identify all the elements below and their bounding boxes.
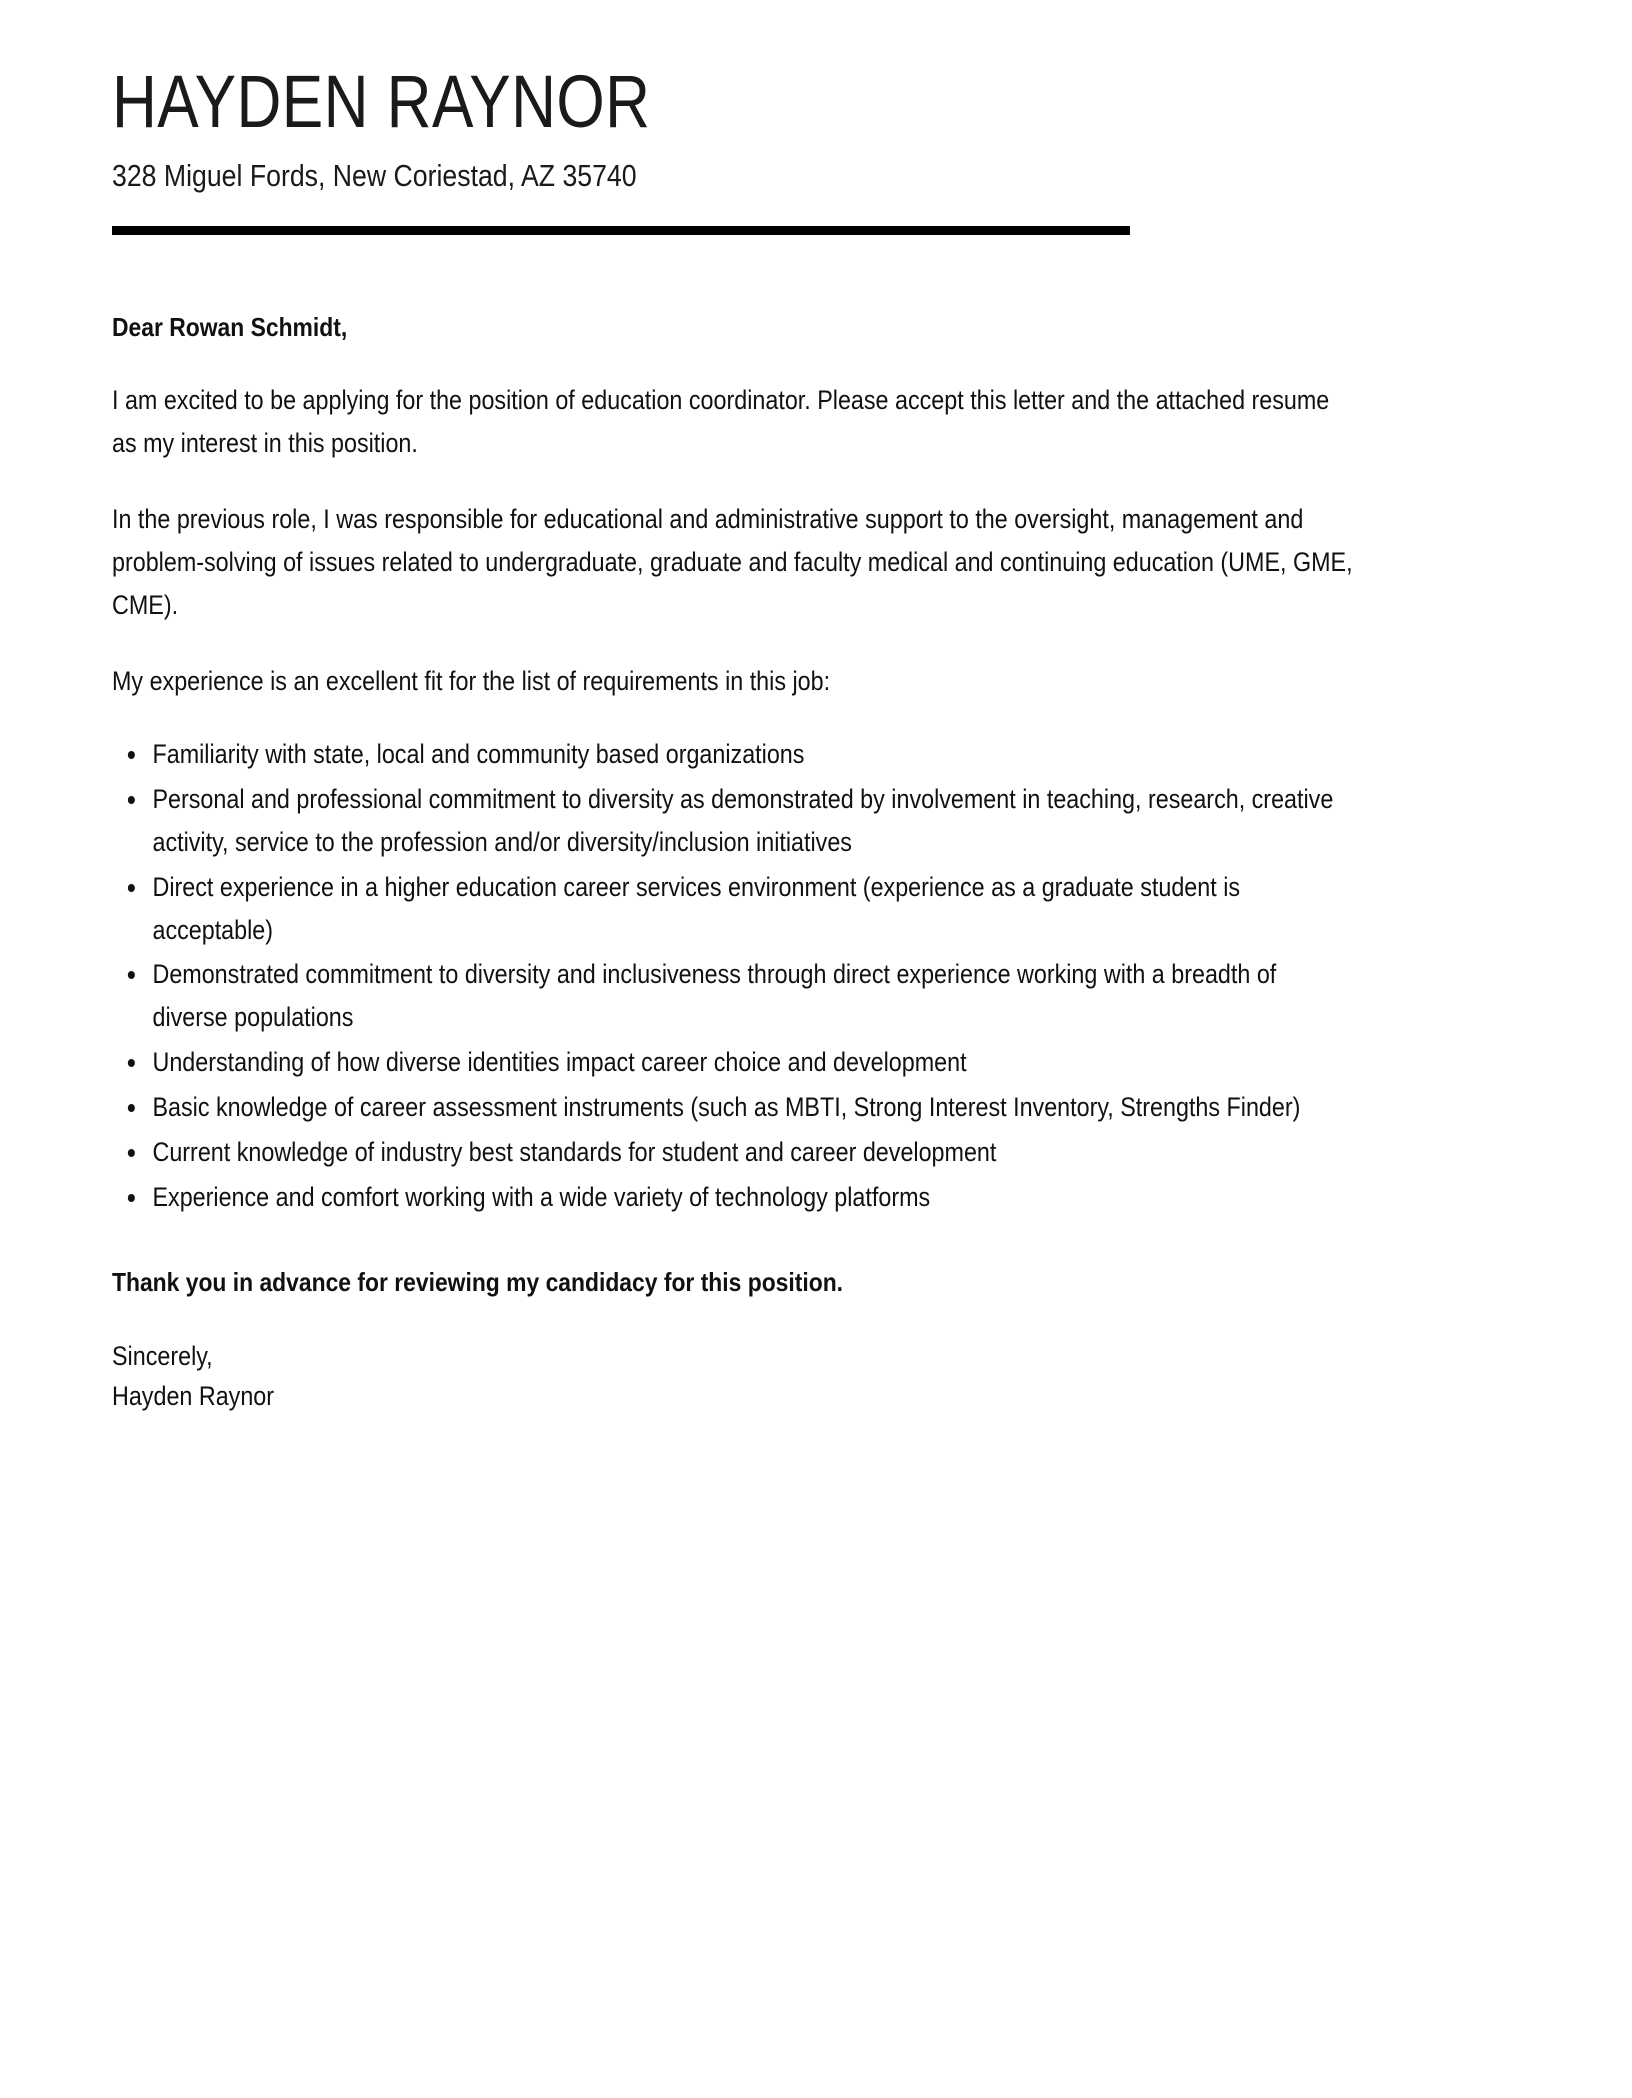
header-divider-rule	[112, 226, 1130, 235]
paragraph-previous-role: In the previous role, I was responsible for educational and administrative support to the oversight, management and problem-solving of issues related to undergraduate, graduate and faculty medical and continuing education (UME, GME, CME).	[112, 504, 1353, 621]
list-item: Familiarity with state, local and community based organizations	[112, 733, 1353, 776]
applicant-address: 328 Miguel Fords, New Coriestad, AZ 35740	[112, 158, 637, 194]
signature-name: Hayden Raynor	[112, 1381, 275, 1412]
requirements-intro: My experience is an excellent fit for the list of requirements in this job:	[112, 665, 831, 696]
list-item: Direct experience in a higher education career services environment (experience as a graduate student is acceptable)	[112, 866, 1353, 952]
list-item: Understanding of how diverse identities impact career choice and development	[112, 1041, 1353, 1084]
list-item: Current knowledge of industry best standards for student and career development	[112, 1131, 1353, 1174]
signature-block	[112, 1336, 1353, 1417]
list-item: Demonstrated commitment to diversity and inclusiveness through direct experience working with a breadth of diverse populations	[112, 953, 1353, 1039]
requirements-list	[112, 733, 1353, 1219]
list-item: Basic knowledge of career assessment instruments (such as MBTI, Strong Interest Inventory, Strengths Finder)	[112, 1086, 1353, 1129]
applicant-name: HAYDEN RAYNOR	[112, 60, 651, 143]
thank-you-line: Thank you in advance for reviewing my candidacy for this position.	[112, 1267, 844, 1298]
list-item: Experience and comfort working with a wide variety of technology platforms	[112, 1176, 1353, 1219]
letter-body	[112, 309, 1522, 1417]
letter-header	[112, 56, 1522, 235]
paragraph-intro: I am excited to be applying for the position of education coordinator. Please accept this letter and the attached resume as my interest in this position.	[112, 385, 1330, 459]
closing-salutation: Sincerely,	[112, 1341, 213, 1372]
salutation: Dear Rowan Schmidt,	[112, 311, 348, 342]
list-item: Personal and professional commitment to diversity as demonstrated by involvement in teaching, research, creative activity, service to the profession and/or diversity/inclusion initiatives	[112, 778, 1353, 864]
